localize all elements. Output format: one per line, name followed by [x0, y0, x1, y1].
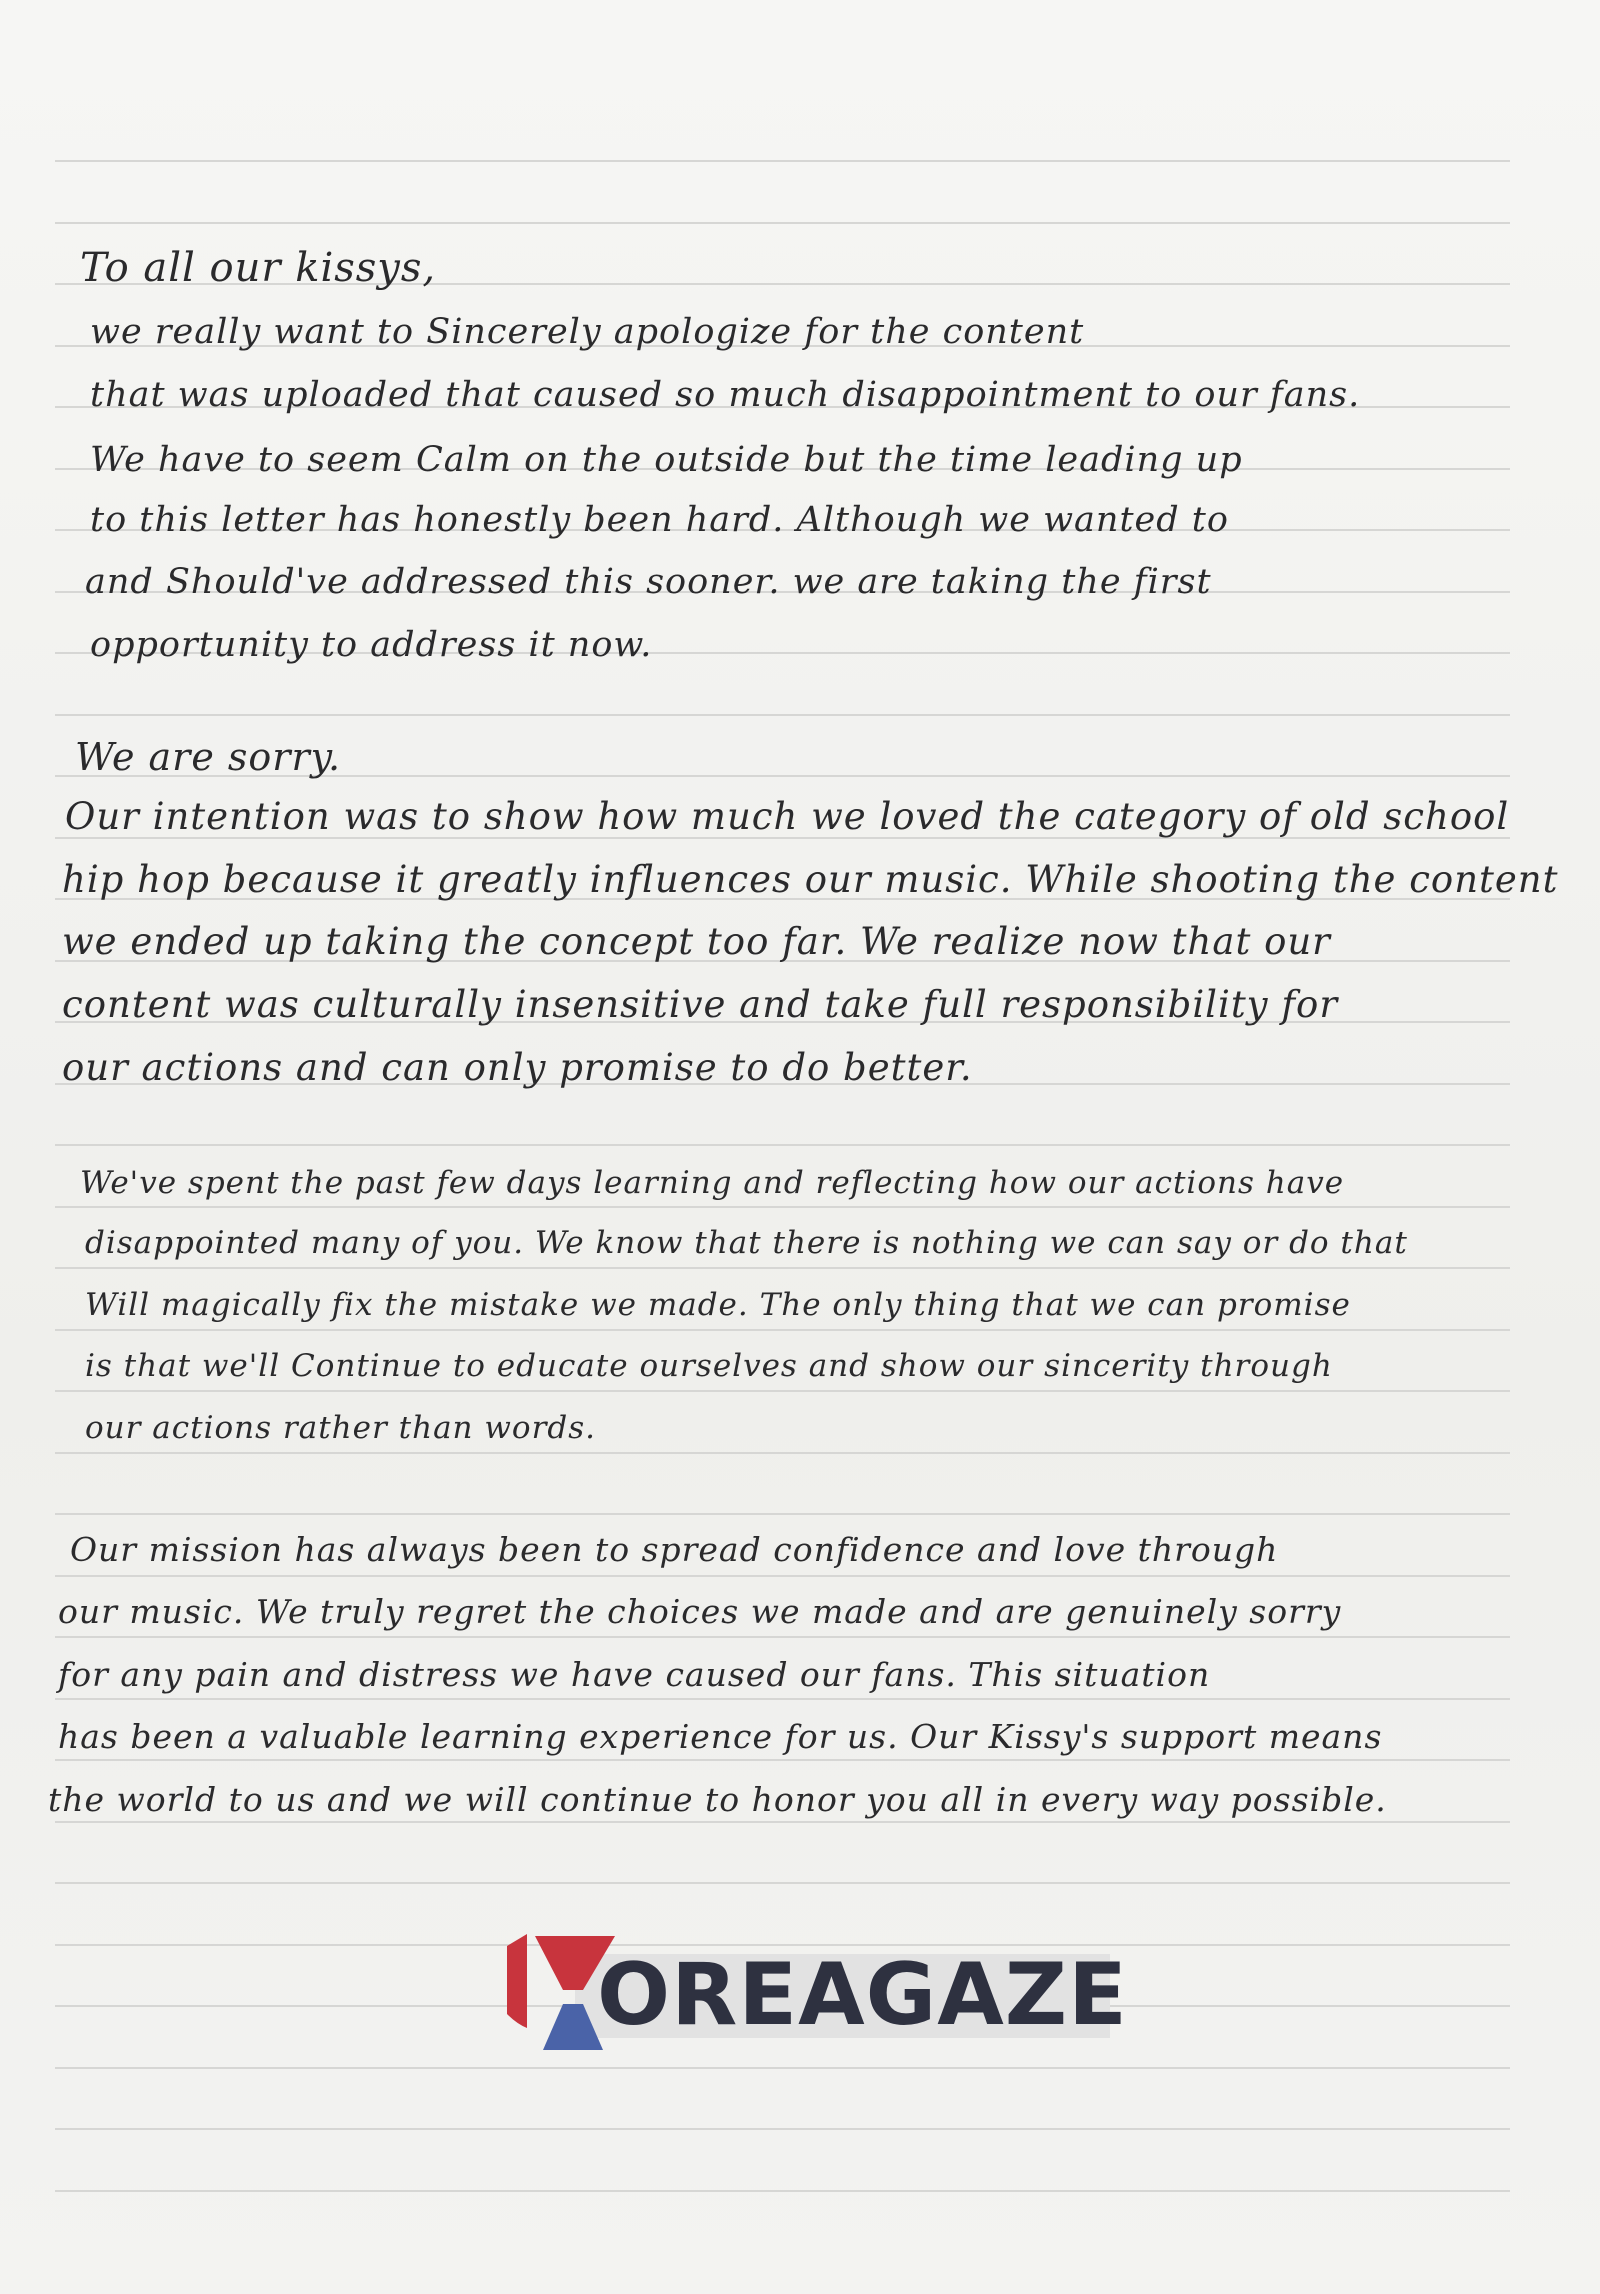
letter-line: our music. We truly regret the choices we made and are genuinely sorry [58, 1592, 1342, 1631]
letter-line: we really want to Sincerely apologize for the content [90, 312, 1085, 352]
letter-greeting: To all our kissys, [80, 245, 437, 291]
letter-line: our actions and can only promise to do better. [62, 1046, 973, 1089]
letter-line: and Should've addressed this sooner. we are taking the first [85, 562, 1212, 602]
letter-line: Our mission has always been to spread confidence and love through [70, 1530, 1279, 1569]
letter-line: disappointed many of you. We know that there is nothing we can say or do that [85, 1225, 1408, 1261]
letter-line: We've spent the past few days learning and reflecting how our actions have [80, 1165, 1345, 1201]
letter-line: we ended up taking the concept too far. We realize now that our [62, 920, 1331, 963]
letter-line: We have to seem Calm on the outside but the time leading up [90, 440, 1243, 480]
letter-line: Our intention was to show how much we loved the category of old school [65, 795, 1510, 838]
koreagaze-watermark [505, 1932, 1128, 2057]
letter-line: our actions rather than words. [85, 1410, 596, 1446]
letter-line: hip hop because it greatly influences our music. While shooting the content [62, 858, 1559, 901]
letter-line: the world to us and we will continue to honor you all in every way possible. [48, 1780, 1387, 1819]
letter-line: opportunity to address it now. [90, 625, 653, 665]
letter-line: is that we'll Continue to educate ourselves and show our sincerity through [85, 1348, 1333, 1384]
letter-line: has been a valuable learning experience for us. Our Kissy's support means [58, 1717, 1383, 1756]
letter-line: for any pain and distress we have caused our fans. This situation [58, 1655, 1211, 1694]
letter-line: We are sorry. [75, 735, 342, 779]
letter-line: Will magically fix the mistake we made. The only thing that we can promise [85, 1287, 1351, 1323]
watermark-text: OREAGAZE [597, 1945, 1128, 2045]
letter-line: to this letter has honestly been hard. Although we wanted to [90, 500, 1229, 540]
letter-line: that was uploaded that caused so much disappointment to our fans. [90, 375, 1361, 415]
letter-line: content was culturally insensitive and take full responsibility for [62, 983, 1339, 1026]
